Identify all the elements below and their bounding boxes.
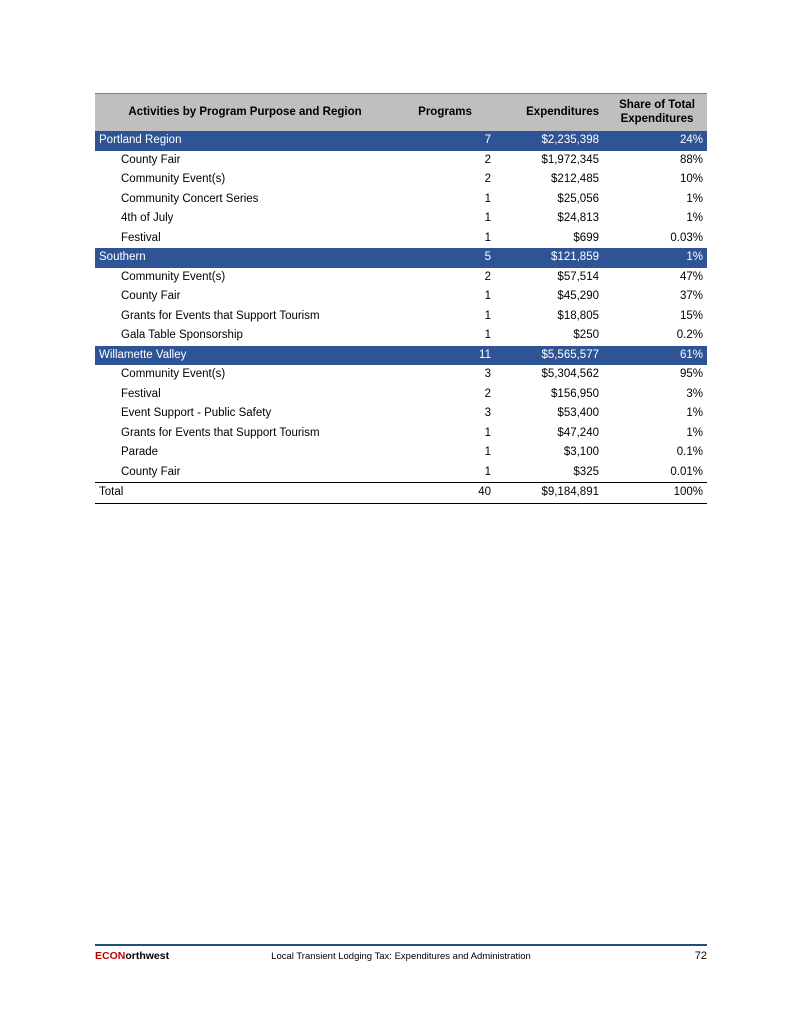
cell-share: 1% xyxy=(686,407,703,419)
cell-name: Community Event(s) xyxy=(121,368,226,380)
cell-share: 95% xyxy=(679,368,703,380)
cell-expenditures: $5,304,562 xyxy=(541,368,599,380)
expenditures-table-container xyxy=(95,93,707,504)
header-expenditures: Expenditures xyxy=(495,94,607,132)
cell-share: 0.1% xyxy=(676,446,703,458)
header-activities: Activities by Program Purpose and Region xyxy=(95,94,395,132)
cell-programs: 2 xyxy=(484,387,491,400)
brand-suffix: orthwest xyxy=(125,950,170,962)
cell-programs: 2 xyxy=(484,173,491,185)
cell-share: 15% xyxy=(679,309,703,322)
cell-share: 100% xyxy=(607,483,707,504)
region-row xyxy=(95,131,707,151)
cell-programs: 7 xyxy=(395,131,495,151)
detail-row xyxy=(95,229,707,249)
cell-name: Gala Table Sponsorship xyxy=(121,329,243,341)
footer-doc-title: Local Transient Lodging Tax: Expenditures and Administration xyxy=(271,951,531,962)
cell-programs: 1 xyxy=(484,212,491,224)
cell-name: Festival xyxy=(121,231,161,244)
region-row xyxy=(95,248,707,268)
cell-expenditures: $47,240 xyxy=(557,426,599,439)
cell-name: Community Event(s) xyxy=(121,173,226,185)
cell-programs: 3 xyxy=(484,368,491,380)
cell-name: Southern xyxy=(95,248,395,268)
cell-name: Community Event(s) xyxy=(121,270,226,283)
detail-row xyxy=(95,326,707,346)
detail-row xyxy=(95,209,707,229)
cell-share: 10% xyxy=(679,173,703,185)
cell-name: Event Support - Public Safety xyxy=(121,407,272,419)
cell-expenditures: $1,972,345 xyxy=(541,153,599,166)
detail-row xyxy=(95,190,707,210)
cell-expenditures: $25,056 xyxy=(557,192,599,205)
cell-programs: 11 xyxy=(395,346,495,366)
cell-programs: 1 xyxy=(484,290,491,302)
detail-row xyxy=(95,463,707,483)
cell-programs: 1 xyxy=(484,446,491,458)
cell-expenditures: $250 xyxy=(573,329,599,341)
cell-share: 47% xyxy=(679,270,703,283)
cell-expenditures: $156,950 xyxy=(551,387,599,400)
cell-name: Festival xyxy=(121,387,161,400)
cell-name: County Fair xyxy=(121,290,181,302)
cell-name: County Fair xyxy=(121,153,181,166)
cell-name: Grants for Events that Support Tourism xyxy=(121,309,320,322)
cell-expenditures: $699 xyxy=(573,231,599,244)
page-footer xyxy=(95,950,707,962)
cell-share: 24% xyxy=(607,131,707,151)
header-share: Share of Total Expenditures xyxy=(607,94,707,132)
cell-programs: 1 xyxy=(484,192,491,205)
cell-expenditures: $212,485 xyxy=(551,173,599,185)
cell-name: County Fair xyxy=(121,465,181,478)
cell-share: 3% xyxy=(686,387,703,400)
cell-expenditures: $3,100 xyxy=(563,446,599,458)
detail-row xyxy=(95,151,707,171)
cell-expenditures: $57,514 xyxy=(557,270,599,283)
detail-row xyxy=(95,424,707,444)
detail-row xyxy=(95,307,707,327)
detail-row xyxy=(95,404,707,424)
cell-name: Parade xyxy=(121,446,159,458)
cell-share: 0.03% xyxy=(670,231,703,244)
cell-share: 37% xyxy=(679,290,703,302)
cell-share: 1% xyxy=(607,248,707,268)
cell-share: 1% xyxy=(686,212,703,224)
header-programs: Programs xyxy=(395,94,495,132)
cell-programs: 40 xyxy=(395,483,495,504)
brand-prefix: ECON xyxy=(95,950,126,962)
cell-programs: 3 xyxy=(484,407,491,419)
cell-programs: 1 xyxy=(484,329,491,341)
cell-expenditures: $5,565,577 xyxy=(495,346,607,366)
detail-row xyxy=(95,287,707,307)
cell-share: 1% xyxy=(686,192,703,205)
expenditures-table xyxy=(95,93,707,504)
cell-expenditures: $2,235,398 xyxy=(495,131,607,151)
detail-row xyxy=(95,385,707,405)
cell-expenditures: $18,805 xyxy=(557,309,599,322)
detail-row xyxy=(95,443,707,463)
cell-name: Total xyxy=(95,483,395,504)
detail-row xyxy=(95,365,707,385)
cell-expenditures: $9,184,891 xyxy=(495,483,607,504)
cell-programs: 5 xyxy=(395,248,495,268)
cell-share: 1% xyxy=(686,426,703,439)
detail-row xyxy=(95,170,707,190)
cell-share: 88% xyxy=(679,153,703,166)
cell-name: 4th of July xyxy=(121,212,174,224)
cell-share: 61% xyxy=(607,346,707,366)
total-row xyxy=(95,483,707,504)
table-header-row xyxy=(95,94,707,132)
cell-name: Community Concert Series xyxy=(121,192,259,205)
region-row xyxy=(95,346,707,366)
cell-name: Portland Region xyxy=(95,131,395,151)
cell-programs: 2 xyxy=(484,153,491,166)
cell-expenditures: $121,859 xyxy=(495,248,607,268)
footer-divider xyxy=(95,944,707,946)
table-body xyxy=(95,131,707,503)
cell-name: Grants for Events that Support Tourism xyxy=(121,426,320,439)
cell-programs: 2 xyxy=(484,270,491,283)
cell-share: 0.01% xyxy=(670,465,703,478)
cell-name: Willamette Valley xyxy=(95,346,395,366)
cell-programs: 1 xyxy=(484,426,491,439)
cell-expenditures: $325 xyxy=(573,465,599,478)
cell-programs: 1 xyxy=(484,231,491,244)
cell-expenditures: $45,290 xyxy=(557,290,599,302)
cell-expenditures: $24,813 xyxy=(557,212,599,224)
cell-expenditures: $53,400 xyxy=(557,407,599,419)
econorthwest-logo xyxy=(95,950,265,962)
cell-programs: 1 xyxy=(484,465,491,478)
detail-row xyxy=(95,268,707,288)
page-number: 72 xyxy=(694,950,707,962)
cell-programs: 1 xyxy=(484,309,491,322)
cell-share: 0.2% xyxy=(676,329,703,341)
